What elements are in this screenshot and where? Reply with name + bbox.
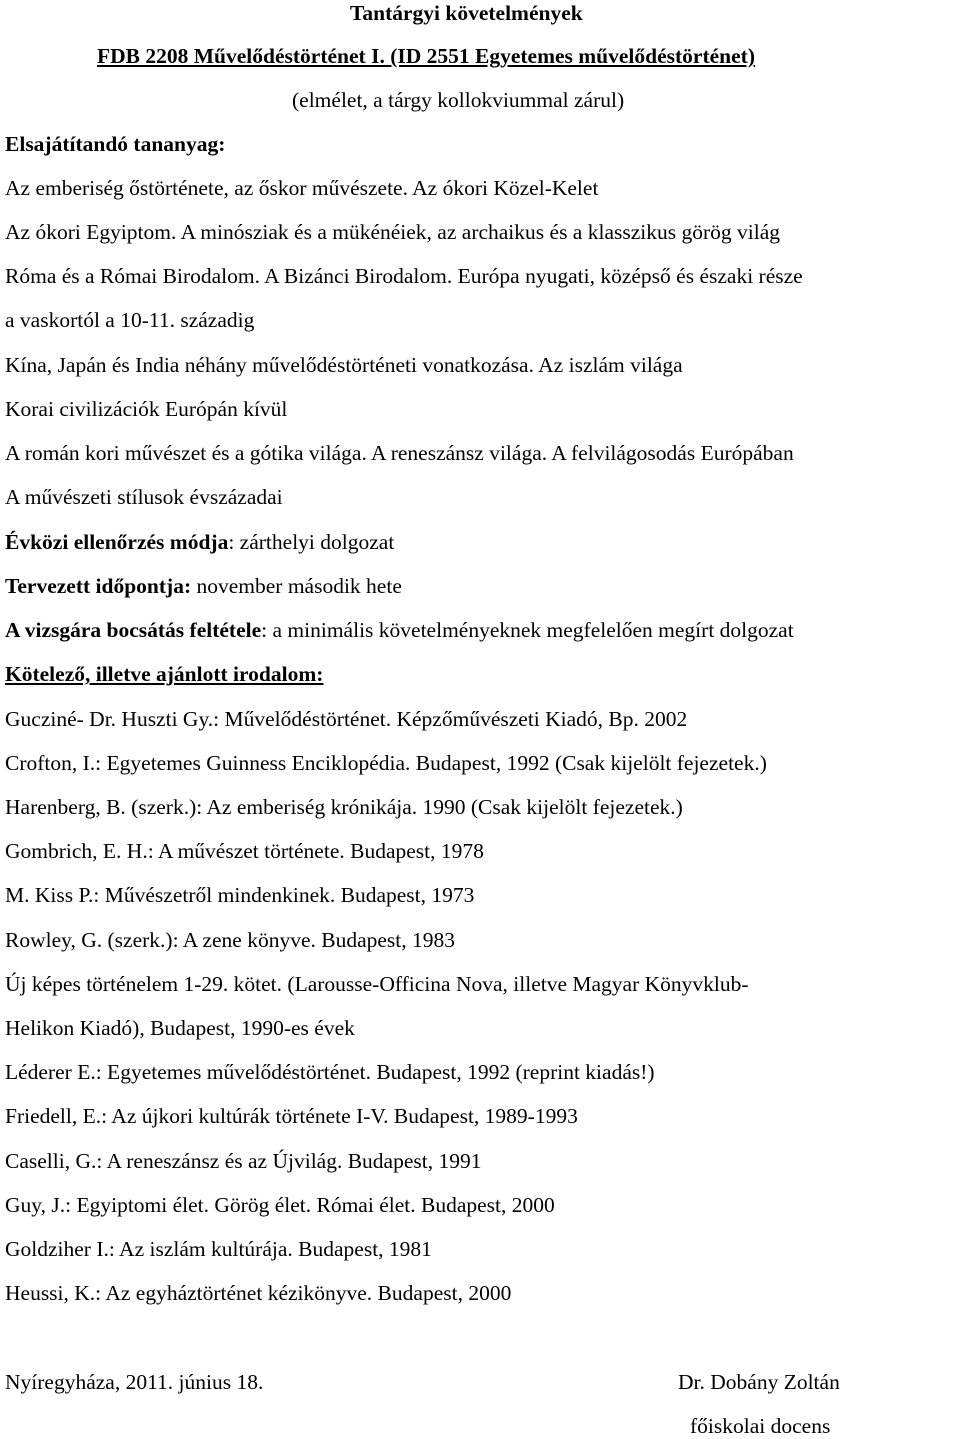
literature-item: Caselli, G.: A reneszánsz és az Újvilág. Budapest, 1991 — [5, 1149, 482, 1173]
curriculum-line: Róma és a Római Birodalom. A Bizánci Birodalom. Európa nyugati, középső és északi része — [5, 264, 803, 288]
document-title: Tantárgyi követelmények — [350, 1, 583, 25]
date-value: november második hete — [191, 574, 402, 598]
literature-item: Léderer E.: Egyetemes művelődéstörténet. Budapest, 1992 (reprint kiadás!) — [5, 1060, 655, 1084]
exam-value: : a minimális követelményeknek megfelelően megírt dolgozat — [261, 618, 794, 642]
exam-label: A vizsgára bocsátás feltétele — [5, 618, 262, 642]
literature-item: Gombrich, E. H.: A művészet története. Budapest, 1978 — [5, 839, 484, 863]
signer-title: főiskolai docens — [690, 1414, 831, 1438]
midterm-label: Évközi ellenőrzés módja — [5, 530, 229, 554]
literature-item: Gucziné- Dr. Huszti Gy.: Művelődéstörténet. Képzőművészeti Kiadó, Bp. 2002 — [5, 707, 688, 731]
signer-name: Dr. Dobány Zoltán — [678, 1370, 840, 1394]
curriculum-line: a vaskortól a 10-11. századig — [5, 308, 255, 332]
midterm-assessment — [5, 529, 394, 555]
curriculum-line: Az ókori Egyiptom. A minósziak és a mükénéiek, az archaikus és a klasszikus görög világ — [5, 220, 781, 244]
literature-item: Goldziher I.: Az iszlám kultúrája. Budapest, 1981 — [5, 1237, 432, 1261]
midterm-value: : zárthelyi dolgozat — [228, 530, 395, 554]
literature-item: Friedell, E.: Az újkori kultúrák története I-V. Budapest, 1989-1993 — [5, 1104, 578, 1128]
literature-heading: Kötelező, illetve ajánlott irodalom: — [5, 662, 324, 686]
curriculum-heading: Elsajátítandó tananyag: — [5, 132, 226, 156]
course-code-title: FDB 2208 Művelődéstörténet I. (ID 2551 Egyetemes művelődéstörténet) — [97, 44, 755, 68]
exam-condition — [5, 617, 794, 643]
literature-item: M. Kiss P.: Művészetről mindenkinek. Budapest, 1973 — [5, 883, 475, 907]
literature-item: Guy, J.: Egyiptomi élet. Görög élet. Római élet. Budapest, 2000 — [5, 1193, 555, 1217]
literature-item: Heussi, K.: Az egyháztörténet kézikönyve. Budapest, 2000 — [5, 1281, 512, 1305]
course-subtitle: (elmélet, a tárgy kollokviummal zárul) — [292, 88, 625, 112]
literature-item: Rowley, G. (szerk.): A zene könyve. Budapest, 1983 — [5, 928, 456, 952]
literature-item: Harenberg, B. (szerk.): Az emberiség krónikája. 1990 (Csak kijelölt fejezetek.) — [5, 795, 683, 819]
curriculum-line: A román kori művészet és a gótika világa. A reneszánsz világa. A felvilágosodás Európában — [5, 441, 794, 465]
curriculum-line: Korai civilizációk Európán kívül — [5, 397, 288, 421]
place-and-date: Nyíregyháza, 2011. június 18. — [5, 1370, 264, 1394]
curriculum-line: Kína, Japán és India néhány művelődéstörténeti vonatkozása. Az iszlám világa — [5, 353, 683, 377]
planned-date — [5, 573, 402, 599]
date-label: Tervezett időpontja: — [5, 574, 192, 598]
literature-item: Crofton, I.: Egyetemes Guinness Enciklopédia. Budapest, 1992 (Csak kijelölt fejezetek.) — [5, 751, 767, 775]
curriculum-line: Az emberiség őstörténete, az őskor művészete. Az ókori Közel-Kelet — [5, 176, 599, 200]
curriculum-line: A művészeti stílusok évszázadai — [5, 485, 283, 509]
literature-item: Helikon Kiadó), Budapest, 1990-es évek — [5, 1016, 355, 1040]
literature-item: Új képes történelem 1-29. kötet. (Larousse-Officina Nova, illetve Magyar Könyvklub- — [5, 972, 749, 996]
